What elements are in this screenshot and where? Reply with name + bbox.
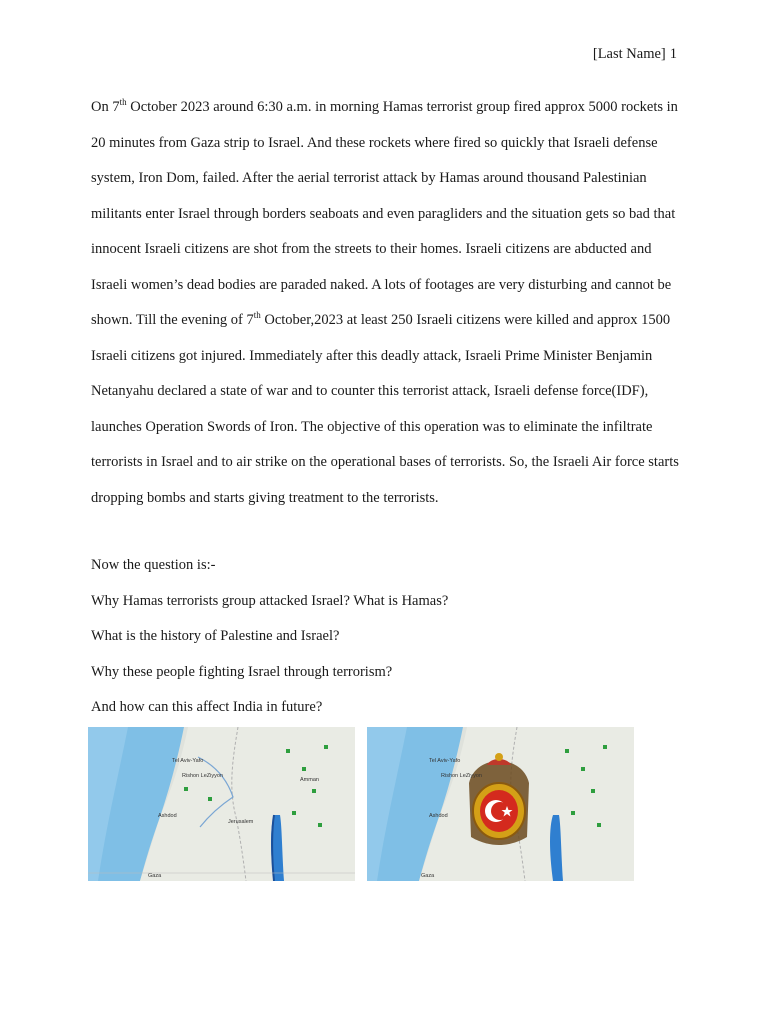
paragraph-part-2: October 2023 around 6:30 a.m. in morning Hamas terrorist group fired approx 5000 rockets in 20 minutes from Gaza strip to Israel. And these rockets where fired so quickly that Israeli defense system, Iron Dom, failed. After the aerial terrorist attack by Hamas around thousand Palestinian militants enter Israel through borders seaboats and even paragliders and the situation gets so bad that innocent Israeli citizens are shot from the streets to their homes. Israeli citizens are abducted and Israeli women’s dead bodies are paraded naked. A lots of footages are very disturbing and cannot be shown. Till the evening of 7	[91, 99, 678, 328]
map-label: Rishon LeZiyyon	[441, 773, 482, 779]
question-line: Why Hamas terrorists group attacked Israel? What is Hamas?	[91, 592, 449, 609]
page-header	[593, 44, 677, 64]
question-line: And how can this affect India in future?	[91, 699, 323, 715]
paragraph-part-1: On 7	[91, 99, 120, 115]
map-label: Gaza	[148, 873, 162, 879]
map-label: Tel Aviv-Yafo	[172, 758, 204, 764]
map-label: Tel Aviv-Yafo	[429, 758, 461, 764]
question-line: Why these people fighting Israel through terrorism?	[91, 663, 393, 680]
map-photo-israel	[88, 727, 355, 881]
map-photo-with-emblem	[367, 727, 634, 881]
question-list	[91, 548, 679, 726]
map-label: Ashdod	[158, 813, 177, 819]
body-paragraph	[91, 90, 679, 516]
map-label: Amman	[300, 777, 319, 783]
map-label: Rishon LeZiyyon	[182, 773, 223, 779]
header-last-name: [Last Name]	[592, 46, 666, 62]
question-intro: Now the question is:-	[91, 557, 216, 573]
map-image	[367, 727, 634, 881]
map-label: Gaza	[421, 873, 435, 879]
header-page-number: 1	[669, 46, 677, 62]
question-line: What is the history of Palestine and Israel?	[91, 628, 340, 644]
map-label: Ashdod	[429, 813, 448, 819]
ordinal-superscript-1: th	[119, 97, 127, 108]
map-label: Jerusalem	[228, 819, 254, 825]
map-image	[88, 727, 355, 881]
paragraph-part-3: October,2023 at least 250 Israeli citizens were killed and approx 1500 Israeli citizens got injured. Immediately after this deadly attack, Israeli Prime Minister Benjamin Netanyahu declared a state of war and to counter this terrorist attack, Israeli defense force(IDF), launches Operation Swords of Iron. The objective of this operation was to eliminate the infiltrate terrorists in Israel and to air strike on the operational bases of terrorists. So, the Israeli Air force starts dropping bombs and starts giving treatment to the terrorists.	[91, 312, 679, 506]
ordinal-superscript-2: th	[253, 310, 261, 321]
